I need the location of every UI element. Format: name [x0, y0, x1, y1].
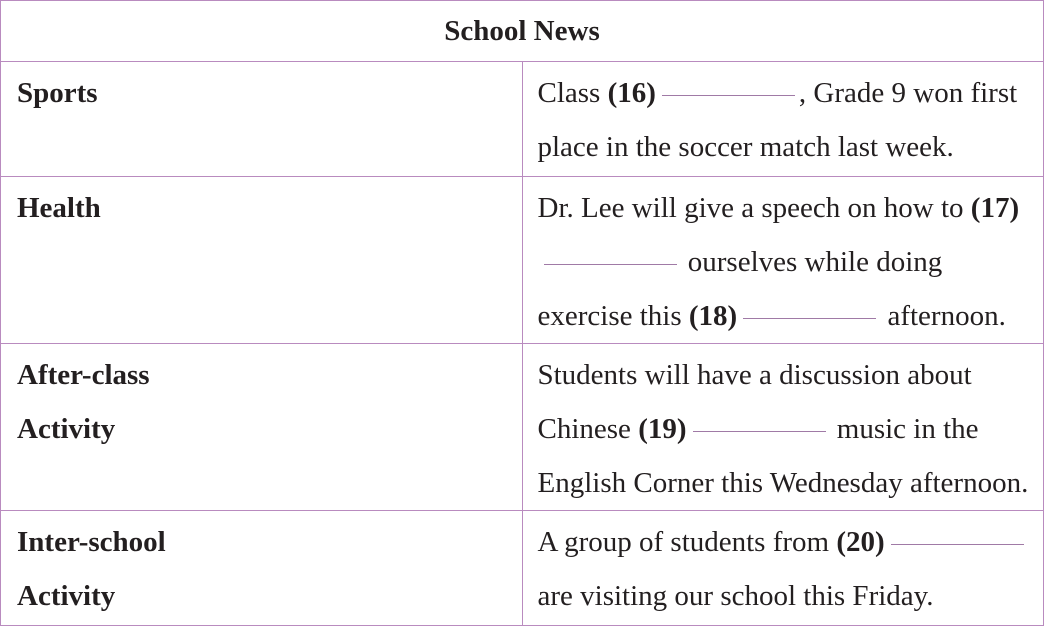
question-number: (19) — [638, 413, 687, 445]
question-number: (16) — [607, 77, 656, 109]
answer-blank[interactable] — [662, 94, 795, 96]
category-cell — [1, 62, 523, 177]
category-cell — [1, 177, 523, 344]
content-text: afternoon. — [880, 300, 1006, 332]
question-number: (20) — [836, 526, 885, 558]
category-label: After-class — [17, 359, 150, 391]
content-text: Dr. Lee will give a speech on how to — [537, 192, 971, 224]
content-text: , Grade 9 won first place in the soccer match last week. — [537, 77, 1018, 163]
category-label: Health — [17, 192, 101, 224]
table-row-inter-school-activity — [1, 511, 1044, 626]
content-cell — [522, 62, 1044, 177]
answer-blank[interactable] — [743, 317, 876, 319]
content-text: Class — [537, 77, 608, 109]
content-text: music in the English Corner this Wednesday afternoon. — [537, 413, 1029, 499]
content-text: A group of students from — [537, 526, 837, 558]
table-header-row — [1, 1, 1044, 62]
category-label: Sports — [17, 77, 98, 109]
table-title: School News — [1, 1, 1044, 62]
answer-blank[interactable] — [544, 263, 677, 265]
table-row-after-class-activity — [1, 344, 1044, 511]
category-cell — [1, 511, 523, 626]
content-text: are visiting our school this Friday. — [537, 580, 934, 612]
question-number: (18) — [688, 300, 738, 332]
category-label: Inter-school — [17, 526, 166, 558]
answer-blank[interactable] — [891, 543, 1024, 545]
table-row-sports — [1, 62, 1044, 177]
content-cell — [522, 177, 1044, 344]
content-cell — [522, 511, 1044, 626]
table-row-health — [1, 177, 1044, 344]
category-cell — [1, 344, 523, 511]
answer-blank[interactable] — [693, 430, 826, 432]
category-label: Activity — [17, 580, 116, 612]
content-cell — [522, 344, 1044, 511]
content-text: Students will have a discussion about Chinese — [537, 359, 972, 445]
category-label: Activity — [17, 413, 116, 445]
question-number: (17) — [970, 192, 1020, 224]
content-text: ourselves while doing exercise this — [537, 246, 943, 332]
